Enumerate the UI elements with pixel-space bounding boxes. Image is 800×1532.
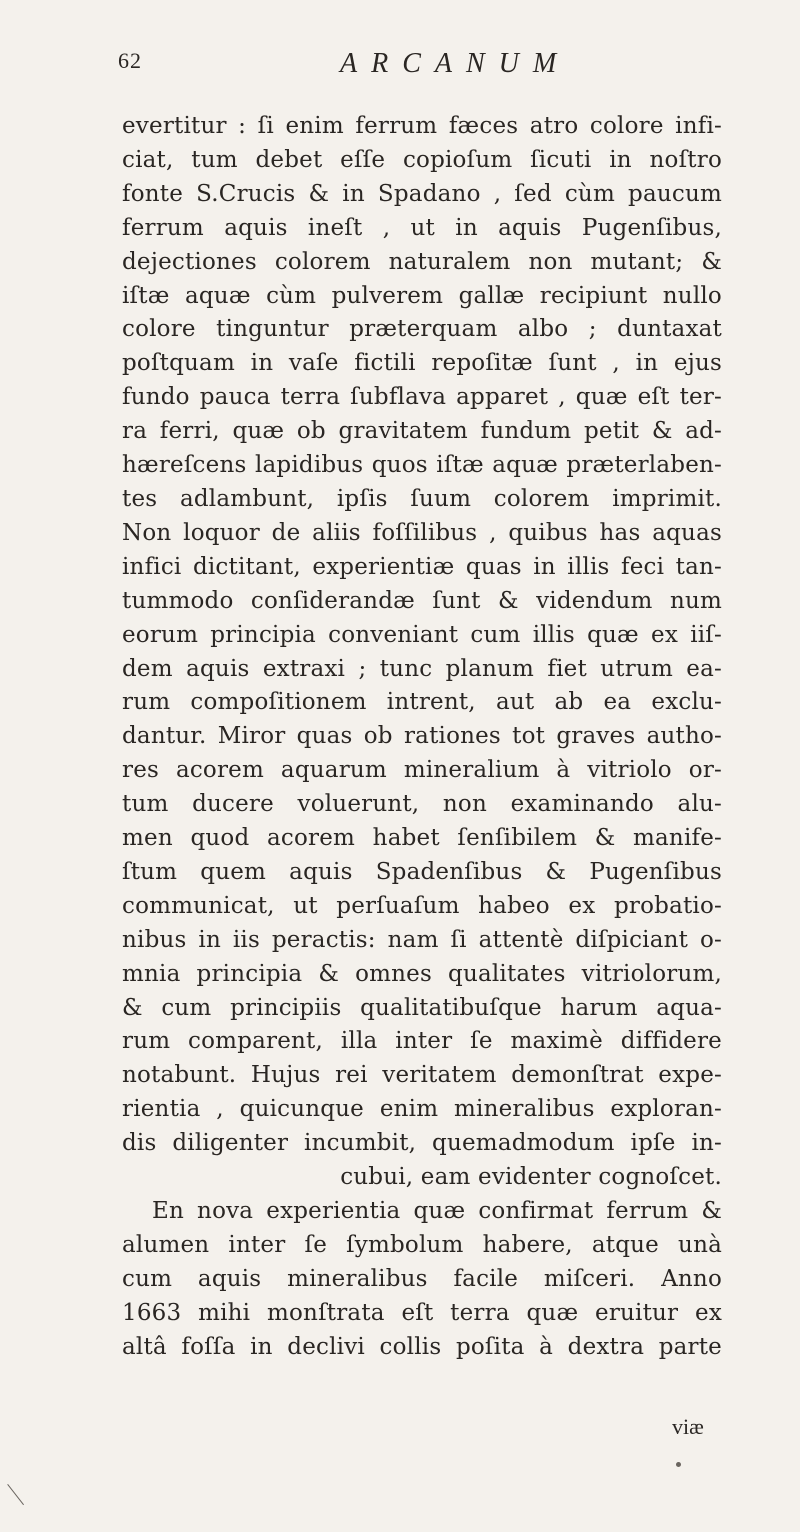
text-line: mnia principia & omnes qualitates vitriolorum, (122, 960, 722, 987)
body-text (122, 110, 722, 1365)
text-line: ſtum quem aquis Spadenſibus & Pugenſibus (122, 858, 722, 885)
text-line: hæreſcens lapidibus quos iſtæ aquæ præterlaben- (122, 452, 722, 479)
page-number: 62 (118, 48, 142, 73)
text-line: ciat, tum debet eſſe copioſum ſicuti in noſtro (122, 146, 722, 173)
text-line: cum aquis mineralibus facile miſceri. Anno (122, 1265, 722, 1292)
text-line: nibus in iis peractis: nam ſi attentè diſpiciant o- (122, 926, 722, 953)
text-line: fonte S.Crucis & in Spadano , ſed cùm paucum (122, 180, 722, 207)
text-line: evertitur : ſi enim ferrum fæces atro colore infi- (122, 113, 722, 139)
text-line: tummodo conſiderandæ ſunt & videndum num (122, 587, 722, 614)
text-line: alumen inter ſe ſymbolum habere, atque unà (122, 1231, 722, 1258)
text-line: tum ducere voluerunt, non examinando alu- (122, 791, 722, 818)
text-line: dis diligenter incumbit, quemadmodum ipſe in- (122, 1130, 722, 1157)
text-line: rum compoſitionem intrent, aut ab ea exclu- (122, 689, 722, 716)
text-line: rum comparent, illa inter ſe maximè diffidere (122, 1028, 722, 1055)
text-line: infici dictitant, experientiæ quas in illis feci tan- (122, 553, 722, 580)
text-line: altâ foſſa in declivi collis poſita à dextra parte (122, 1333, 722, 1360)
text-line: cubui, eam evidenter cognoſcet. (340, 1164, 722, 1191)
text-line: tes adlambunt, ipſis ſuum colorem imprimit. (122, 485, 722, 512)
text-line: En nova experientia quæ confirmat ferrum & (152, 1198, 722, 1224)
text-line: notabunt. Hujus rei veritatem demonſtrat expe- (122, 1062, 722, 1089)
text-line: dem aquis extraxi ; tunc planum fiet utrum ea- (122, 655, 722, 682)
text-line: poſtquam in vaſe fictili repoſitæ ſunt , in ejus (122, 350, 722, 377)
text-line: res acorem aquarum mineralium à vitriolo or- (122, 757, 722, 784)
ink-stroke (7, 1484, 24, 1505)
text-line: rientia , quicunque enim mineralibus exploran- (122, 1096, 722, 1123)
text-line: dantur. Miror quas ob rationes tot graves autho- (122, 723, 722, 750)
text-line: dejectiones colorem naturalem non mutant; & (122, 248, 722, 275)
text-line: iſtæ aquæ cùm pulverem gallæ recipiunt nullo (122, 282, 722, 309)
ink-speck (676, 1462, 681, 1467)
page-header (118, 48, 718, 88)
text-line: communicat, ut perſuaſum habeo ex probatio- (122, 892, 722, 919)
text-line: men quod acorem habet ſenſibilem & manife- (122, 825, 722, 852)
text-line: eorum principia conveniant cum illis quæ ex iiſ- (122, 621, 722, 648)
text-line: colore tinguntur præterquam albo ; duntaxat (122, 316, 722, 343)
text-line: fundo pauca terra ſubflava apparet , quæ eſt ter- (122, 384, 722, 411)
text-line: ra ferri, quæ ob gravitatem fundum petit & ad- (122, 418, 722, 445)
catchword: viæ (672, 1414, 704, 1439)
text-line: 1663 mihi monſtrata eſt terra quæ eruitur ex (122, 1299, 722, 1326)
text-line: & cum principiis qualitatibuſque harum aqua- (122, 994, 722, 1021)
text-line: ferrum aquis ineſt , ut in aquis Pugenſibus, (122, 214, 722, 241)
running-title: ARCANUM (340, 48, 571, 79)
text-line: Non loquor de aliis foſſilibus , quibus has aquas (122, 519, 722, 546)
